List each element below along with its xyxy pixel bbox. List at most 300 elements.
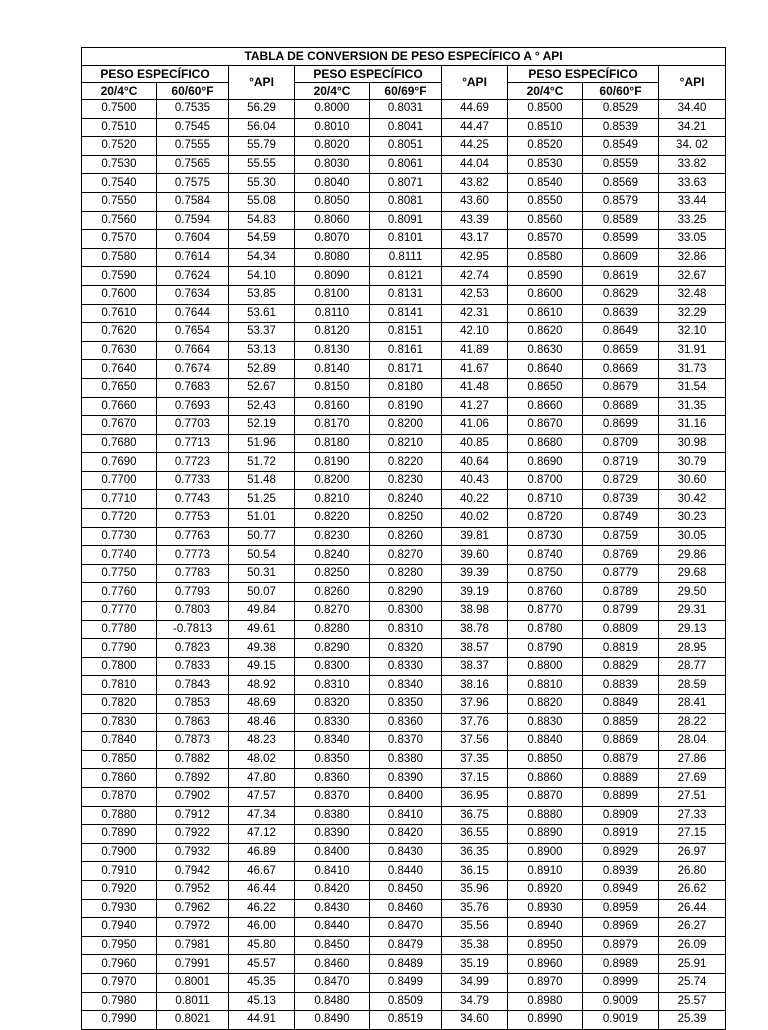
sg-60-69f-cell: 0.8091: [370, 211, 442, 230]
api-value-cell: 46.44: [229, 880, 295, 899]
sg-20-4c-cell: 0.8630: [508, 341, 583, 360]
table-row: [82, 918, 726, 937]
sg-20-4c-cell: 0.8950: [508, 936, 583, 955]
sg-60-60f-cell: 0.8001: [157, 973, 229, 992]
sg-60-60f-cell: 0.7614: [157, 248, 229, 267]
table-row: [82, 509, 726, 528]
sg-60-69f-cell: 0.8499: [370, 973, 442, 992]
api-value-cell: 55.55: [229, 155, 295, 174]
api-value-cell: 54.59: [229, 230, 295, 249]
api-value-cell: 39.81: [442, 527, 508, 546]
api-value-cell: 47.12: [229, 825, 295, 844]
sg-20-4c-cell: 0.8500: [508, 100, 583, 119]
sg-20-4c-cell: 0.8180: [295, 434, 370, 453]
api-value-cell: 53.37: [229, 323, 295, 342]
api-value-cell: 40.43: [442, 471, 508, 490]
sg-60-60f-cell: 0.8659: [583, 341, 659, 360]
api-value-cell: 36.15: [442, 862, 508, 881]
api-value-cell: 28.41: [659, 695, 726, 714]
api-value-cell: 40.02: [442, 509, 508, 528]
sg-20-4c-cell: 0.8760: [508, 583, 583, 602]
table-row: [82, 1011, 726, 1030]
peso-especifico-header-3: PESO ESPECÍFICO: [508, 66, 659, 83]
sg-20-4c-cell: 0.7930: [82, 899, 157, 918]
table-row: [82, 137, 726, 156]
sg-60-60f-cell: 0.7713: [157, 434, 229, 453]
sg-60-69f-cell: 0.8300: [370, 602, 442, 621]
sg-20-4c-cell: 0.8620: [508, 323, 583, 342]
api-value-cell: 51.48: [229, 471, 295, 490]
sg-60-60f-cell: 0.8899: [583, 787, 659, 806]
table-row: [82, 248, 726, 267]
sg-20-4c-cell: 0.8200: [295, 471, 370, 490]
sg-20-4c-cell: 0.7810: [82, 676, 157, 695]
api-value-cell: 38.16: [442, 676, 508, 695]
sg-60-60f-cell: 0.7594: [157, 211, 229, 230]
api-value-cell: 47.80: [229, 769, 295, 788]
table-row: [82, 602, 726, 621]
api-value-cell: 39.19: [442, 583, 508, 602]
sg-20-4c-cell: 0.8310: [295, 676, 370, 695]
sg-60-69f-cell: 0.8101: [370, 230, 442, 249]
api-value-cell: 51.72: [229, 453, 295, 472]
sg-60-60f-cell: 0.7545: [157, 118, 229, 137]
api-value-cell: 34.60: [442, 1011, 508, 1030]
sg-60-60f-cell: 0.7922: [157, 825, 229, 844]
sg-20-4c-cell: 0.8400: [295, 843, 370, 862]
api-value-cell: 32.67: [659, 267, 726, 286]
api-value-cell: 32.29: [659, 304, 726, 323]
sg-20-4c-cell: 0.8390: [295, 825, 370, 844]
table-row: [82, 211, 726, 230]
api-value-cell: 44.47: [442, 118, 508, 137]
sg-20-4c-cell: 0.8240: [295, 546, 370, 565]
api-value-cell: 44.04: [442, 155, 508, 174]
sg-60-60f-cell: 0.8749: [583, 509, 659, 528]
sg-60-60f-cell: 0.7683: [157, 378, 229, 397]
api-value-cell: 30.23: [659, 509, 726, 528]
sg-60-60f-cell: 0.7972: [157, 918, 229, 937]
sg-20-4c-cell: 0.7860: [82, 769, 157, 788]
sg-20-4c-cell: 0.8270: [295, 602, 370, 621]
sg-20-4c-cell: 0.8640: [508, 360, 583, 379]
api-value-cell: 54.83: [229, 211, 295, 230]
api-value-cell: 32.86: [659, 248, 726, 267]
api-value-cell: 46.22: [229, 899, 295, 918]
sg-20-4c-cell: 0.7830: [82, 713, 157, 732]
sg-60-69f-cell: 0.8509: [370, 992, 442, 1011]
api-header-1: °API: [229, 66, 295, 100]
sg-60-69f-cell: 0.8519: [370, 1011, 442, 1030]
sg-60-69f-cell: 0.8220: [370, 453, 442, 472]
sg-20-4c-cell: 0.8170: [295, 416, 370, 435]
sg-20-4c-cell: 0.8680: [508, 434, 583, 453]
sg-20-4c-cell: 0.7520: [82, 137, 157, 156]
sg-60-60f-cell: 0.8739: [583, 490, 659, 509]
api-value-cell: 36.55: [442, 825, 508, 844]
sg-20-4c-cell: 0.8820: [508, 695, 583, 714]
api-value-cell: 56.04: [229, 118, 295, 137]
api-value-cell: 29.31: [659, 602, 726, 621]
api-value-cell: 28.77: [659, 657, 726, 676]
sg-20-4c-cell: 0.8870: [508, 787, 583, 806]
sg-20-4c-cell: 0.8650: [508, 378, 583, 397]
api-value-cell: 42.95: [442, 248, 508, 267]
sg-20-4c-cell: 0.8030: [295, 155, 370, 174]
sg-60-60f-cell: 0.8949: [583, 880, 659, 899]
sg-60-60f-cell: 0.8789: [583, 583, 659, 602]
api-value-cell: 37.76: [442, 713, 508, 732]
sg-20-4c-cell: 0.8440: [295, 918, 370, 937]
sg-20-4c-cell: 0.8710: [508, 490, 583, 509]
table-row: [82, 304, 726, 323]
sg-20-4c-cell: 0.8580: [508, 248, 583, 267]
sg-60-60f-cell: 0.7853: [157, 695, 229, 714]
api-value-cell: 31.54: [659, 378, 726, 397]
sg-20-4c-cell: 0.7600: [82, 285, 157, 304]
api-value-cell: 42.10: [442, 323, 508, 342]
sg-60-60f-cell: 0.8889: [583, 769, 659, 788]
sg-60-69f-cell: 0.8460: [370, 899, 442, 918]
api-value-cell: 32.48: [659, 285, 726, 304]
api-value-cell: 35.76: [442, 899, 508, 918]
sg-20-4c-cell: 0.8450: [295, 936, 370, 955]
sg-20-4c-cell: 0.8300: [295, 657, 370, 676]
sg-60-69f-cell: 0.8350: [370, 695, 442, 714]
api-value-cell: 28.22: [659, 713, 726, 732]
sg-60-69f-cell: 0.8360: [370, 713, 442, 732]
sg-20-4c-cell: 0.7950: [82, 936, 157, 955]
api-value-cell: 27.69: [659, 769, 726, 788]
table-row: [82, 527, 726, 546]
sg-20-4c-cell: 0.8570: [508, 230, 583, 249]
table-row: [82, 806, 726, 825]
temp-20-4c-header-1: 20/4°C: [82, 83, 157, 100]
api-value-cell: 27.51: [659, 787, 726, 806]
sg-60-69f-cell: 0.8210: [370, 434, 442, 453]
api-header-3: °API: [659, 66, 726, 100]
api-value-cell: 36.75: [442, 806, 508, 825]
sg-20-4c-cell: 0.8350: [295, 750, 370, 769]
sg-60-69f-cell: 0.8051: [370, 137, 442, 156]
sg-20-4c-cell: 0.8510: [508, 118, 583, 137]
sg-20-4c-cell: 0.7530: [82, 155, 157, 174]
api-value-cell: 29.50: [659, 583, 726, 602]
sg-20-4c-cell: 0.8250: [295, 564, 370, 583]
sg-60-60f-cell: 0.8709: [583, 434, 659, 453]
sg-60-60f-cell: 0.8989: [583, 955, 659, 974]
sg-20-4c-cell: 0.7630: [82, 341, 157, 360]
sg-20-4c-cell: 0.8860: [508, 769, 583, 788]
sg-60-60f-cell: 0.8619: [583, 267, 659, 286]
sg-20-4c-cell: 0.7850: [82, 750, 157, 769]
api-value-cell: 35.96: [442, 880, 508, 899]
table-row: [82, 453, 726, 472]
sg-60-69f-cell: 0.8171: [370, 360, 442, 379]
sg-20-4c-cell: 0.7650: [82, 378, 157, 397]
api-value-cell: 52.67: [229, 378, 295, 397]
sg-20-4c-cell: 0.7560: [82, 211, 157, 230]
temp-60-69f-header-2: 60/69°F: [370, 83, 442, 100]
sg-20-4c-cell: 0.7660: [82, 397, 157, 416]
sg-20-4c-cell: 0.8470: [295, 973, 370, 992]
api-value-cell: 26.27: [659, 918, 726, 937]
sg-60-60f-cell: 0.7654: [157, 323, 229, 342]
sg-60-60f-cell: 0.7763: [157, 527, 229, 546]
api-value-cell: 45.35: [229, 973, 295, 992]
api-value-cell: 26.44: [659, 899, 726, 918]
sg-60-69f-cell: 0.8200: [370, 416, 442, 435]
sg-60-60f-cell: 0.7962: [157, 899, 229, 918]
sg-60-60f-cell: 0.7902: [157, 787, 229, 806]
table-row: [82, 676, 726, 695]
api-value-cell: 32.10: [659, 323, 726, 342]
sg-20-4c-cell: 0.8460: [295, 955, 370, 974]
sg-60-60f-cell: 0.7833: [157, 657, 229, 676]
sg-20-4c-cell: 0.8360: [295, 769, 370, 788]
sg-60-69f-cell: 0.8380: [370, 750, 442, 769]
sg-60-60f-cell: 0.9009: [583, 992, 659, 1011]
sg-20-4c-cell: 0.7760: [82, 583, 157, 602]
table-row: [82, 564, 726, 583]
sg-20-4c-cell: 0.8720: [508, 509, 583, 528]
sg-20-4c-cell: 0.7870: [82, 787, 157, 806]
api-value-cell: 46.89: [229, 843, 295, 862]
sg-20-4c-cell: 0.7540: [82, 174, 157, 193]
sg-20-4c-cell: 0.8800: [508, 657, 583, 676]
api-value-cell: 43.82: [442, 174, 508, 193]
sg-20-4c-cell: 0.8880: [508, 806, 583, 825]
api-value-cell: 52.43: [229, 397, 295, 416]
sg-60-60f-cell: 0.8999: [583, 973, 659, 992]
api-value-cell: 50.31: [229, 564, 295, 583]
sg-60-69f-cell: 0.8330: [370, 657, 442, 676]
sg-20-4c-cell: 0.7910: [82, 862, 157, 881]
sg-20-4c-cell: 0.7700: [82, 471, 157, 490]
sg-60-60f-cell: 0.8779: [583, 564, 659, 583]
sg-20-4c-cell: 0.8520: [508, 137, 583, 156]
api-value-cell: 39.60: [442, 546, 508, 565]
api-value-cell: 33.82: [659, 155, 726, 174]
table-row: [82, 750, 726, 769]
api-value-cell: 25.57: [659, 992, 726, 1011]
table-row: [82, 713, 726, 732]
api-value-cell: 30.42: [659, 490, 726, 509]
sg-20-4c-cell: 0.7670: [82, 416, 157, 435]
table-row: [82, 936, 726, 955]
api-value-cell: 52.89: [229, 360, 295, 379]
sg-20-4c-cell: 0.8590: [508, 267, 583, 286]
sg-60-69f-cell: 0.8370: [370, 732, 442, 751]
api-value-cell: 30.98: [659, 434, 726, 453]
sg-60-69f-cell: 0.8240: [370, 490, 442, 509]
table-row: [82, 825, 726, 844]
sg-20-4c-cell: 0.8420: [295, 880, 370, 899]
sg-20-4c-cell: 0.7970: [82, 973, 157, 992]
table-row: [82, 732, 726, 751]
sg-60-69f-cell: 0.8420: [370, 825, 442, 844]
sg-20-4c-cell: 0.8900: [508, 843, 583, 862]
sg-20-4c-cell: 0.8430: [295, 899, 370, 918]
api-value-cell: 28.59: [659, 676, 726, 695]
sg-20-4c-cell: 0.7840: [82, 732, 157, 751]
table-title: TABLA DE CONVERSION DE PESO ESPECÍFICO A ° API: [82, 48, 726, 66]
api-value-cell: 29.68: [659, 564, 726, 583]
table-row: [82, 397, 726, 416]
sg-60-69f-cell: 0.8450: [370, 880, 442, 899]
sg-60-60f-cell: 0.7604: [157, 230, 229, 249]
sg-60-60f-cell: 0.8569: [583, 174, 659, 193]
sg-20-4c-cell: 0.8920: [508, 880, 583, 899]
api-value-cell: 37.15: [442, 769, 508, 788]
sg-20-4c-cell: 0.8490: [295, 1011, 370, 1030]
sg-60-69f-cell: 0.8489: [370, 955, 442, 974]
api-value-cell: 40.64: [442, 453, 508, 472]
sg-20-4c-cell: 0.7640: [82, 360, 157, 379]
api-value-cell: 53.13: [229, 341, 295, 360]
table-row: [82, 546, 726, 565]
sg-20-4c-cell: 0.8130: [295, 341, 370, 360]
api-value-cell: 26.62: [659, 880, 726, 899]
sg-20-4c-cell: 0.8560: [508, 211, 583, 230]
api-value-cell: 56.29: [229, 100, 295, 119]
sg-60-69f-cell: 0.8430: [370, 843, 442, 862]
table-row: [82, 471, 726, 490]
peso-especifico-header-1: PESO ESPECÍFICO: [82, 66, 229, 83]
api-value-cell: 45.13: [229, 992, 295, 1011]
api-value-cell: 43.60: [442, 192, 508, 211]
table-row: [82, 192, 726, 211]
sg-60-60f-cell: 0.7733: [157, 471, 229, 490]
temp-60-60f-header-1: 60/60°F: [157, 83, 229, 100]
api-value-cell: 34. 02: [659, 137, 726, 156]
api-value-cell: 53.85: [229, 285, 295, 304]
api-value-cell: 35.56: [442, 918, 508, 937]
sg-60-69f-cell: 0.8071: [370, 174, 442, 193]
sg-60-69f-cell: 0.8111: [370, 248, 442, 267]
table-row: [82, 862, 726, 881]
sg-20-4c-cell: 0.8830: [508, 713, 583, 732]
sg-60-69f-cell: 0.8410: [370, 806, 442, 825]
peso-especifico-header-2: PESO ESPECÍFICO: [295, 66, 442, 83]
table-row: [82, 620, 726, 639]
sg-60-69f-cell: 0.8340: [370, 676, 442, 695]
api-value-cell: 33.63: [659, 174, 726, 193]
sg-20-4c-cell: 0.8740: [508, 546, 583, 565]
temp-20-4c-header-3: 20/4°C: [508, 83, 583, 100]
table-row: [82, 378, 726, 397]
sg-20-4c-cell: 0.8480: [295, 992, 370, 1011]
sg-20-4c-cell: 0.8280: [295, 620, 370, 639]
sg-20-4c-cell: 0.7720: [82, 509, 157, 528]
sg-60-69f-cell: 0.8061: [370, 155, 442, 174]
sg-20-4c-cell: 0.7750: [82, 564, 157, 583]
api-value-cell: 54.34: [229, 248, 295, 267]
api-value-cell: 51.25: [229, 490, 295, 509]
api-value-cell: 35.19: [442, 955, 508, 974]
sg-20-4c-cell: 0.7740: [82, 546, 157, 565]
sg-20-4c-cell: 0.8260: [295, 583, 370, 602]
sg-20-4c-cell: 0.8370: [295, 787, 370, 806]
sg-60-69f-cell: 0.8161: [370, 341, 442, 360]
sg-60-69f-cell: 0.8131: [370, 285, 442, 304]
sg-60-60f-cell: 0.7873: [157, 732, 229, 751]
api-value-cell: 51.01: [229, 509, 295, 528]
sg-60-60f-cell: 0.8799: [583, 602, 659, 621]
sg-60-60f-cell: 0.7981: [157, 936, 229, 955]
table-row: [82, 267, 726, 286]
sg-20-4c-cell: 0.8230: [295, 527, 370, 546]
sg-20-4c-cell: 0.8850: [508, 750, 583, 769]
api-value-cell: 34.99: [442, 973, 508, 992]
table-row: [82, 490, 726, 509]
sg-20-4c-cell: 0.8960: [508, 955, 583, 974]
table-row: [82, 583, 726, 602]
sg-60-69f-cell: 0.8031: [370, 100, 442, 119]
sg-20-4c-cell: 0.7550: [82, 192, 157, 211]
api-value-cell: 29.86: [659, 546, 726, 565]
sg-60-69f-cell: 0.8320: [370, 639, 442, 658]
sg-60-60f-cell: -0.7813: [157, 620, 229, 639]
sg-60-60f-cell: 0.8979: [583, 936, 659, 955]
api-value-cell: 50.07: [229, 583, 295, 602]
sg-20-4c-cell: 0.7940: [82, 918, 157, 937]
sg-20-4c-cell: 0.8530: [508, 155, 583, 174]
api-value-cell: 46.67: [229, 862, 295, 881]
api-value-cell: 29.13: [659, 620, 726, 639]
api-value-cell: 49.15: [229, 657, 295, 676]
sg-20-4c-cell: 0.8790: [508, 639, 583, 658]
api-value-cell: 33.05: [659, 230, 726, 249]
api-value-cell: 34.21: [659, 118, 726, 137]
sg-20-4c-cell: 0.8380: [295, 806, 370, 825]
sg-60-60f-cell: 0.8919: [583, 825, 659, 844]
sg-20-4c-cell: 0.7820: [82, 695, 157, 714]
api-value-cell: 53.61: [229, 304, 295, 323]
api-value-cell: 38.57: [442, 639, 508, 658]
sg-20-4c-cell: 0.7900: [82, 843, 157, 862]
table-row: [82, 955, 726, 974]
sg-60-60f-cell: 0.7693: [157, 397, 229, 416]
table-row: [82, 899, 726, 918]
sg-60-60f-cell: 0.7664: [157, 341, 229, 360]
sg-20-4c-cell: 0.8840: [508, 732, 583, 751]
api-value-cell: 28.95: [659, 639, 726, 658]
api-value-cell: 41.27: [442, 397, 508, 416]
sg-20-4c-cell: 0.8980: [508, 992, 583, 1011]
sg-20-4c-cell: 0.8910: [508, 862, 583, 881]
sg-60-60f-cell: 0.7555: [157, 137, 229, 156]
sg-60-60f-cell: 0.8649: [583, 323, 659, 342]
sg-20-4c-cell: 0.8000: [295, 100, 370, 119]
sg-60-69f-cell: 0.8081: [370, 192, 442, 211]
sg-20-4c-cell: 0.7880: [82, 806, 157, 825]
api-value-cell: 48.46: [229, 713, 295, 732]
table-row: [82, 155, 726, 174]
api-value-cell: 25.39: [659, 1011, 726, 1030]
sg-60-69f-cell: 0.8260: [370, 527, 442, 546]
api-value-cell: 42.53: [442, 285, 508, 304]
sg-60-69f-cell: 0.8270: [370, 546, 442, 565]
sg-60-69f-cell: 0.8280: [370, 564, 442, 583]
api-value-cell: 28.04: [659, 732, 726, 751]
api-value-cell: 48.92: [229, 676, 295, 695]
table-row: [82, 285, 726, 304]
sg-60-69f-cell: 0.8121: [370, 267, 442, 286]
sg-60-60f-cell: 0.7882: [157, 750, 229, 769]
sg-60-60f-cell: 0.7863: [157, 713, 229, 732]
sg-60-60f-cell: 0.8839: [583, 676, 659, 695]
